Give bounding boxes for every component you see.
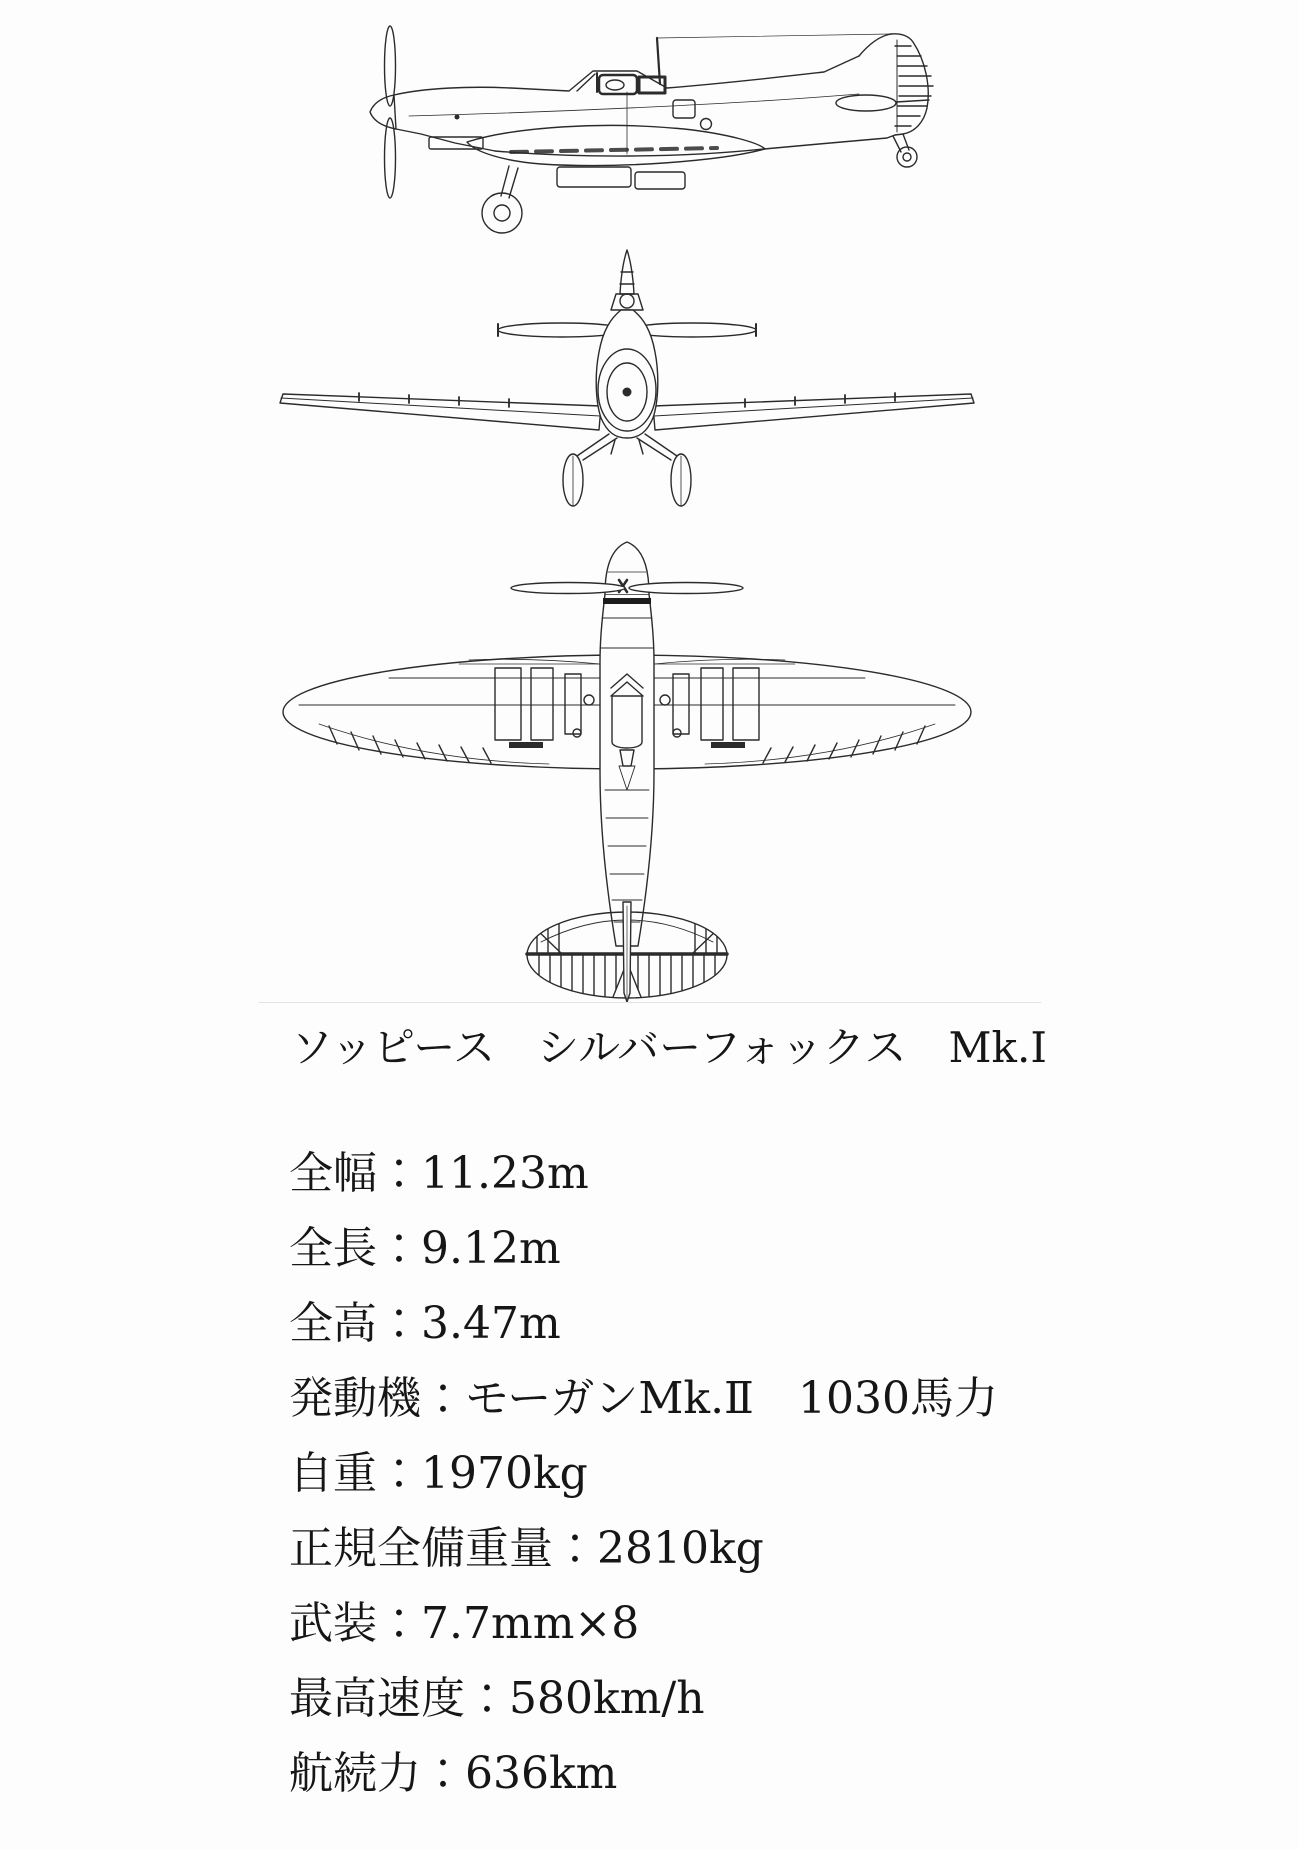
spec-engine: 発動機：モーガンMk.Ⅱ 1030馬力 xyxy=(289,1373,998,1424)
aircraft-title: ソッピース シルバーフォックス Mk.Ⅰ xyxy=(291,1023,1047,1072)
spec-list xyxy=(289,1136,998,1811)
spec-empty-weight: 自重：1970kg xyxy=(289,1448,588,1499)
spec-loaded-weight: 正規全備重量：2810kg xyxy=(289,1523,764,1574)
front-view-drawing xyxy=(280,250,974,506)
spec-range: 航続力：636km xyxy=(289,1748,618,1799)
top-view-drawing xyxy=(283,542,971,1002)
side-view-drawing xyxy=(370,26,933,233)
spec-height: 全高：3.47m xyxy=(289,1298,561,1349)
spec-max-speed: 最高速度：580km/h xyxy=(289,1673,705,1724)
aircraft-three-view-figure xyxy=(259,0,1041,1003)
spec-length: 全長：9.12m xyxy=(289,1223,561,1274)
aircraft-three-view-drawing xyxy=(259,0,1041,1003)
spec-armament: 武装：7.7mm×8 xyxy=(289,1598,640,1649)
spec-wingspan: 全幅：11.23m xyxy=(289,1148,589,1199)
figure-bottom-edge xyxy=(259,1002,1041,1003)
